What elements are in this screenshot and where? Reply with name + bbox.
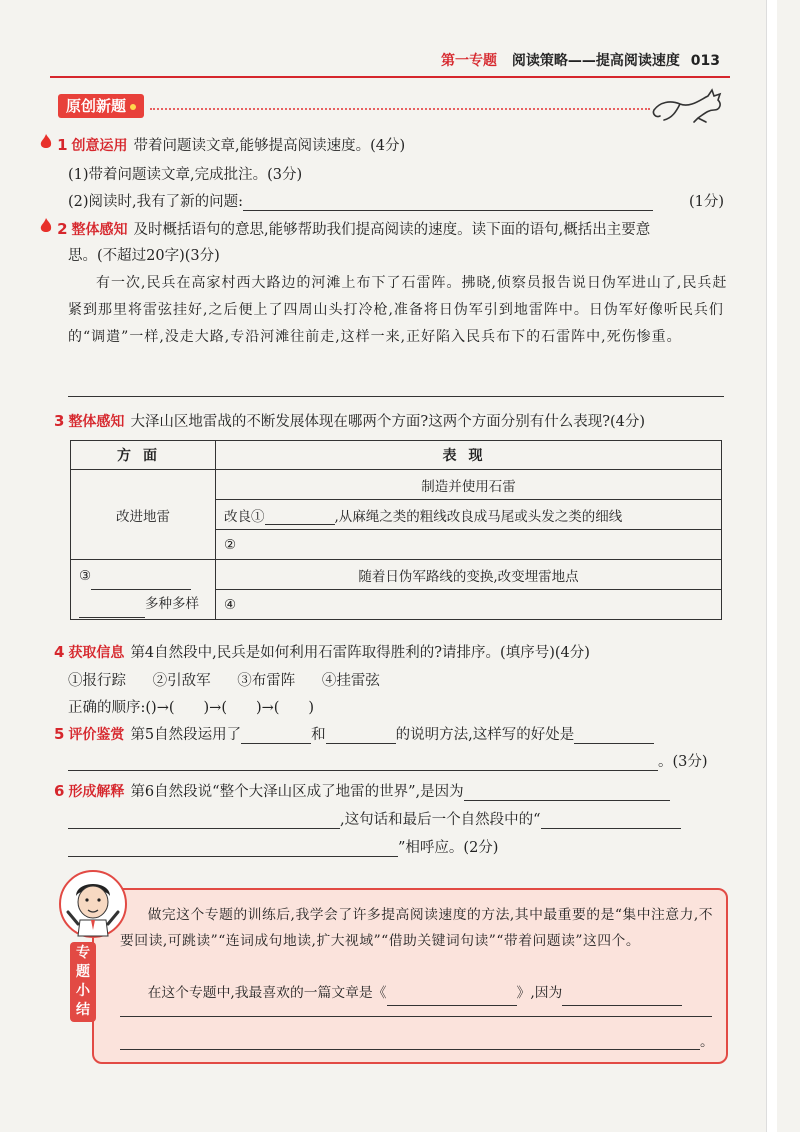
question-3	[54, 410, 645, 431]
q5-text-a: 第5自然段运用了	[130, 727, 242, 743]
show-2a: 改良①	[224, 508, 265, 525]
q1-sub2: (2)阅读时,我有了新的问题:	[68, 194, 244, 210]
q2-passage: 有一次,民兵在高家村西大路边的河滩上布下了石雷阵。拂晓,侦察员报告说日伪军进山了,民兵赶紧到那里将雷弦挂好,之后便上了四周山头打冷枪,准备将日伪军引到地雷阵中。日伪军好像听民兵们的“调遣”一样,没走大路,专沿河滩往前走,这样一来,正好陷入民兵布下的石雷阵中,死伤惨重。	[68, 275, 728, 345]
q2-label: 整体感知	[71, 222, 128, 238]
q3-text: 大泽山区地雷战的不断发展体现在哪两个方面?这两个方面分别有什么表现?(4分)	[130, 414, 646, 430]
q6-blank-3[interactable]	[541, 828, 681, 829]
blank-3[interactable]	[91, 589, 191, 590]
show-4: 随着日伪军路线的变换,改变埋雷地点	[216, 560, 722, 590]
blank-3b[interactable]	[79, 617, 145, 618]
summary-p1: 做完这个专题的训练后,我学会了许多提高阅读速度的方法,其中最重要的是“集中注意力,不要回读,可跳读”“连词成句地读,扩大视域”“借助关键词句读”“带着问题读”这四个。	[120, 907, 714, 949]
q4-label: 获取信息	[68, 645, 125, 661]
question-2	[40, 218, 650, 239]
q5-blank-1[interactable]	[241, 743, 311, 744]
q1-text: 带着问题读文章,能够提高阅读速度。(4分)	[133, 138, 406, 154]
summary-p2	[120, 980, 716, 1006]
table-row	[71, 470, 722, 500]
q1-sub1: (1)带着问题读文章,完成批注。(3分)	[68, 167, 303, 183]
q5-text-b: 和	[311, 727, 326, 743]
summary-end: 。	[700, 1034, 714, 1050]
summary-p2b: 》,因为	[516, 985, 563, 1001]
question-5	[54, 723, 724, 744]
q6-text-a: 第6自然段说“整个大泽山区成了地雷的世界”,是因为	[130, 784, 464, 800]
q4-order-label: 正确的顺序:(	[68, 700, 152, 716]
summary-blank-end[interactable]	[120, 1035, 700, 1050]
dotted-divider	[150, 108, 650, 110]
q4-text: 第4自然段中,民兵是如何利用石雷阵取得胜利的?请排序。(填序号)(4分)	[130, 645, 590, 661]
student-avatar-icon	[58, 868, 128, 942]
aspect-2a: ③	[79, 567, 92, 584]
q6-text-c: ”相呼应。(2分)	[398, 840, 499, 856]
q4-option: ②引敌军	[152, 673, 211, 689]
page-number: 013	[690, 53, 720, 69]
q1-sub2-score: (1分)	[688, 194, 724, 210]
q1-answer-line[interactable]	[243, 210, 653, 211]
flame-icon	[40, 218, 52, 234]
q6-blank-2[interactable]	[68, 828, 340, 829]
q1-label: 创意运用	[71, 138, 128, 154]
show-1: 制造并使用石雷	[216, 470, 722, 500]
q6-label: 形成解释	[68, 784, 125, 800]
summary-blank-title[interactable]	[387, 1005, 517, 1006]
page-header	[441, 50, 720, 70]
question-4	[54, 641, 590, 662]
q2-text2: 思。(不超过20字)(3分)	[68, 248, 220, 264]
th-show: 表现	[216, 441, 722, 470]
flame-icon	[40, 134, 52, 150]
header-section: 第一专题	[441, 53, 498, 69]
q5-label: 评价鉴赏	[68, 727, 125, 743]
question-1	[40, 134, 405, 155]
q6-number: 6	[54, 782, 65, 800]
page-edge	[766, 0, 777, 1132]
q1-number: 1	[57, 136, 68, 154]
q4-option: ①报行踪	[68, 673, 126, 689]
q2-answer-line[interactable]	[68, 396, 724, 397]
q2-text1: 及时概括语句的意思,能够帮助我们提高阅读的速度。读下面的语句,概括出主要意	[133, 222, 651, 238]
q4-order	[68, 696, 314, 717]
q6-blank-4[interactable]	[68, 856, 398, 857]
th-aspect: 方面	[71, 441, 216, 470]
q6-blank-1[interactable]	[464, 800, 670, 801]
q5-number: 5	[54, 725, 65, 743]
q5-line2	[68, 750, 724, 771]
table-row	[71, 560, 722, 590]
q6-line3	[68, 836, 498, 857]
q4-option: ④挂雷弦	[321, 673, 380, 689]
badge-label: 原创新题	[65, 97, 126, 115]
summary-line-last	[120, 1030, 716, 1050]
q4-order-seq[interactable]: )→( )→( )→( )	[151, 700, 315, 716]
summary-tab: 专题小结	[70, 942, 96, 1022]
question-6	[54, 780, 724, 801]
q2-number: 2	[57, 220, 68, 238]
summary-blank-reason[interactable]	[562, 1005, 682, 1006]
show-2b: ,从麻绳之类的粗线改良成马尾或头发之类的细线	[334, 508, 623, 525]
aspect-2	[71, 560, 216, 620]
q4-number: 4	[54, 643, 65, 661]
badge-dot-icon	[130, 104, 136, 110]
summary-line[interactable]	[120, 1016, 712, 1017]
show-5[interactable]: ④	[216, 590, 722, 620]
header-title: 阅读策略——提高阅读速度	[511, 53, 680, 69]
show-3[interactable]: ②	[216, 530, 722, 560]
q6-line2	[68, 808, 724, 829]
q4-options	[68, 669, 380, 690]
q3-table	[70, 440, 722, 620]
summary-p2a: 在这个专题中,我最喜欢的一篇文章是《	[147, 985, 387, 1001]
aspect-1: 改进地雷	[71, 470, 216, 560]
section-badge	[58, 94, 144, 118]
aspect-2b: 多种多样	[145, 595, 199, 612]
q6-text-b: ,这句话和最后一个自然段中的“	[340, 812, 541, 828]
header-rule	[50, 76, 730, 78]
show-2	[216, 500, 722, 530]
cat-icon	[650, 88, 730, 124]
table-header-row	[71, 441, 722, 470]
q5-answer-line[interactable]	[68, 770, 658, 771]
q5-end: 。(3分)	[658, 754, 708, 770]
q5-text-c: 的说明方法,这样写的好处是	[395, 727, 575, 743]
q3-number: 3	[54, 412, 65, 430]
q3-label: 整体感知	[68, 414, 125, 430]
q5-blank-2[interactable]	[326, 743, 396, 744]
q4-option: ③布雷阵	[237, 673, 296, 689]
q1-sub2-row	[68, 190, 724, 211]
blank-1[interactable]	[265, 524, 335, 525]
q5-blank-3[interactable]	[574, 743, 654, 744]
